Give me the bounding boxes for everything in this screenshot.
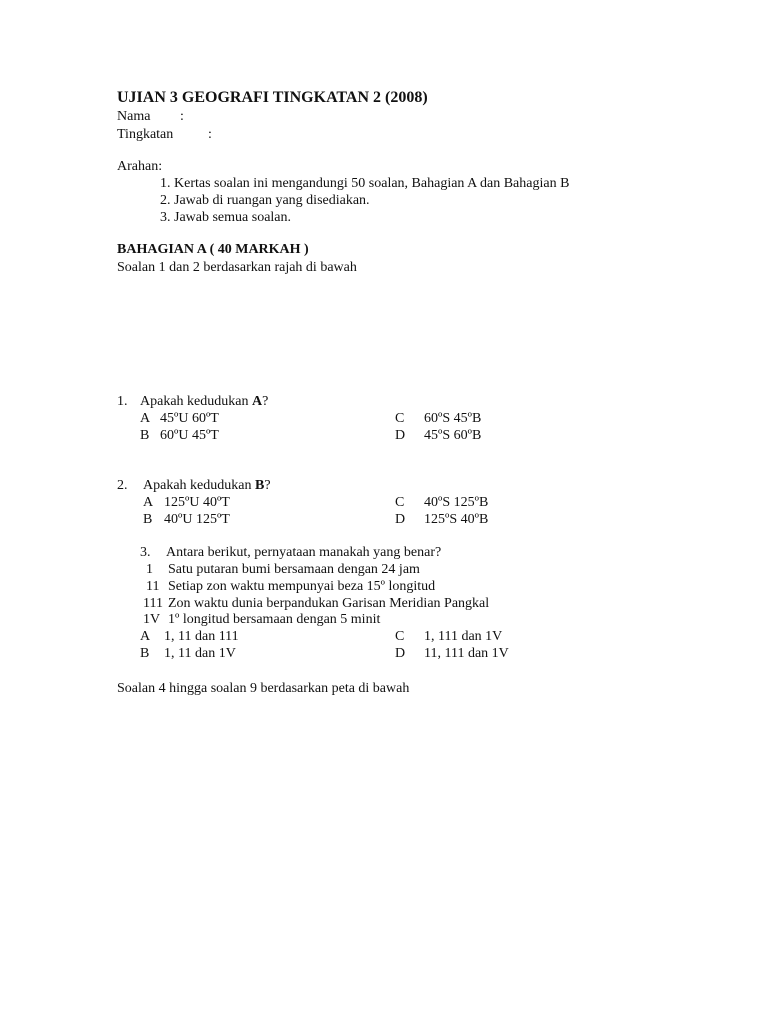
option-text: 1, 11 dan 111 xyxy=(164,629,239,644)
option-letter: D xyxy=(395,646,406,661)
option-letter: C xyxy=(395,495,405,510)
statement-roman: 1 xyxy=(146,562,153,577)
question-text: Antara berikut, pernyataan manakah yang benar? xyxy=(166,545,442,560)
name-colon: : xyxy=(180,109,184,124)
instruction-item: 3. Jawab semua soalan. xyxy=(160,210,292,225)
section-note: Soalan 4 hingga soalan 9 berdasarkan peta di bawah xyxy=(117,681,410,696)
class-colon: : xyxy=(208,127,212,142)
option-letter: D xyxy=(395,512,406,527)
statement-text: Setiap zon waktu mempunyai beza 15º longitud xyxy=(168,579,436,594)
class-label: Tingkatan xyxy=(117,127,174,142)
question-text: Apakah kedudukan A? xyxy=(140,394,269,409)
option-text: 1, 11 dan 1V xyxy=(164,646,236,661)
option-letter: D xyxy=(395,428,406,443)
instruction-item: 2. Jawab di ruangan yang disediakan. xyxy=(160,193,370,208)
question-text: Apakah kedudukan B? xyxy=(143,478,271,493)
instructions-heading: Arahan: xyxy=(117,159,163,174)
option-letter: C xyxy=(395,629,405,644)
option-text: 45ºS 60ºB xyxy=(424,428,482,443)
name-label: Nama xyxy=(117,109,151,124)
question-number: 2. xyxy=(117,478,128,493)
statement-roman: 11 xyxy=(146,579,160,594)
page-title: UJIAN 3 GEOGRAFI TINGKATAN 2 (2008) xyxy=(117,89,428,106)
section-intro: Soalan 1 dan 2 berdasarkan rajah di bawah xyxy=(117,260,357,275)
question-number: 3. xyxy=(140,545,151,560)
option-text: 11, 111 dan 1V xyxy=(424,646,509,661)
instruction-item: 1. Kertas soalan ini mengandungi 50 soalan, Bahagian A dan Bahagian B xyxy=(160,176,570,191)
option-text: 1, 111 dan 1V xyxy=(424,629,503,644)
question-number: 1. xyxy=(117,394,128,409)
option-letter: B xyxy=(140,646,150,661)
statement-roman: 1V xyxy=(143,612,161,627)
option-text: 60ºU 45ºT xyxy=(160,428,219,443)
option-text: 40ºU 125ºT xyxy=(164,512,230,527)
option-letter: A xyxy=(140,629,151,644)
statement-text: Zon waktu dunia berpandukan Garisan Meridian Pangkal xyxy=(168,596,490,611)
option-letter: A xyxy=(140,411,151,426)
option-text: 125ºU 40ºT xyxy=(164,495,230,510)
statement-roman: 111 xyxy=(143,596,163,611)
option-letter: C xyxy=(395,411,405,426)
option-letter: A xyxy=(143,495,154,510)
statement-text: 1º longitud bersamaan dengan 5 minit xyxy=(168,612,381,627)
option-text: 125ºS 40ºB xyxy=(424,512,489,527)
option-letter: B xyxy=(140,428,150,443)
option-letter: B xyxy=(143,512,153,527)
option-text: 40ºS 125ºB xyxy=(424,495,489,510)
option-text: 45ºU 60ºT xyxy=(160,411,219,426)
statement-text: Satu putaran bumi bersamaan dengan 24 jam xyxy=(168,562,420,577)
option-text: 60ºS 45ºB xyxy=(424,411,482,426)
section-heading: BAHAGIAN A ( 40 MARKAH ) xyxy=(117,242,309,257)
